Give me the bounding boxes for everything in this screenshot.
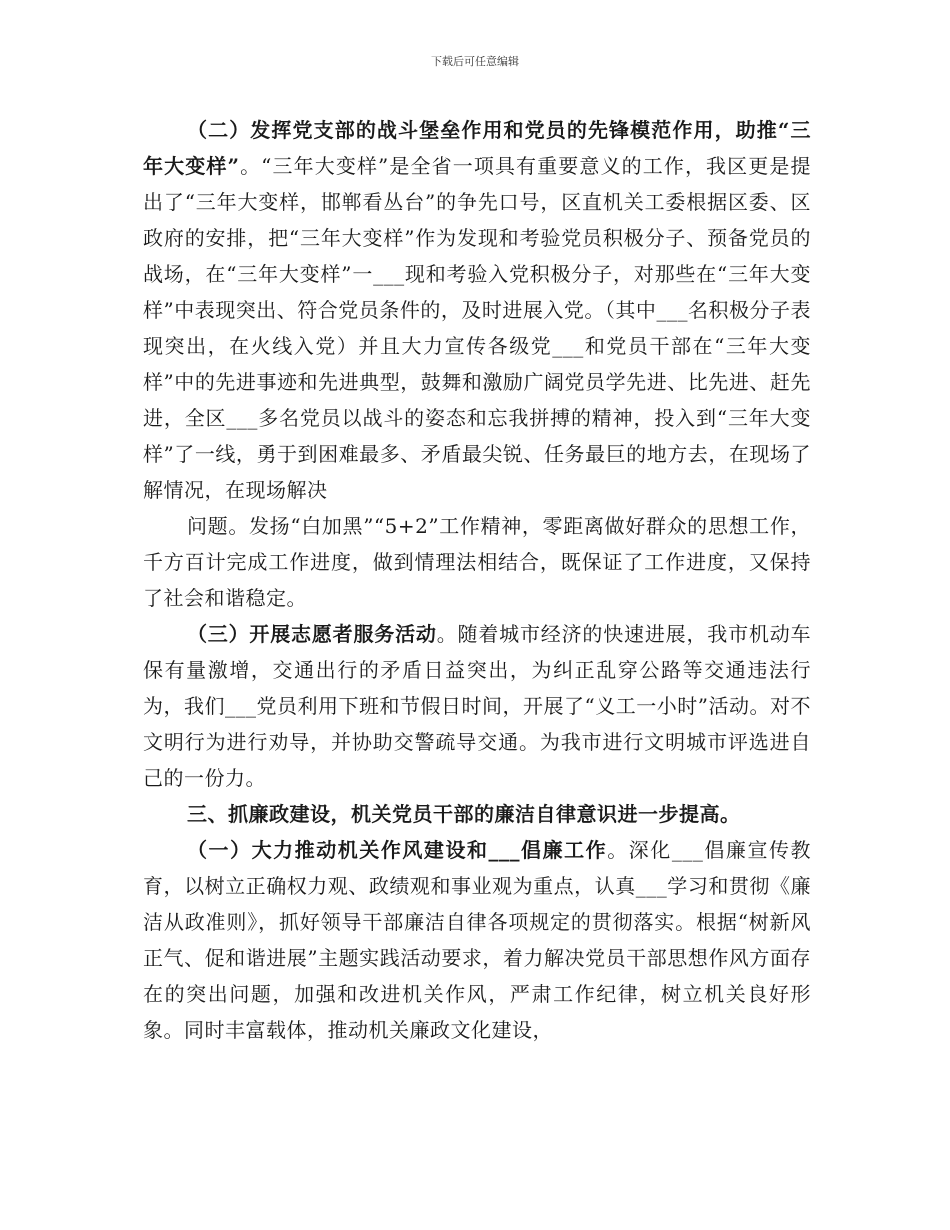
document-body: [143, 112, 811, 1048]
paragraph-continuation: [143, 508, 811, 616]
paragraph-text: 。随着城市经济的快速进展，我市机动车保有量激增，交通出行的矛盾日益突出，为纠正乱穿公路等交通违法行为，我们___党员利用下班和节假日时间，开展了“义工一小时”活动。对不文明行为进行劝导，并协助交警疏导交通。为我市进行文明城市评选进自己的一份力。: [143, 622, 812, 790]
section-heading-main-3: 三、抓廉政建设，机关党员干部的廉洁自律意识进一步提高。: [187, 802, 741, 826]
paragraph-text: 。“三年大变样”是全省一项具有重要意义的工作，我区更是提出了“三年大变样，邯郸看丛台”的争先口号，区直机关工委根据区委、区政府的安排，把“三年大变样”作为发现和考验党员积极分子、预备党员的战场，在“三年大变样”一___现和考验入党积极分子，对那些在“三年大变样”中表现突出、符合党员条件的，及时进展入党。（其中___名积极分子表现突出，在火线入党）并且大力宣传各级党___和党员干部在“三年大变样”中的先进事迹和先进典型，鼓舞和激励广阔党员学先进、比先进、赶先进，全区___多名党员以战斗的姿态和忘我拼搏的精神，投入到“三年大变样”了一线，勇于到困难最多、矛盾最尖锐、任务最巨的地方去，在现场了解情况，在现场解决: [143, 154, 811, 502]
section-heading-3: （三）开展志愿者服务活动: [187, 622, 437, 646]
paragraph-party-branch-role: [143, 112, 811, 508]
paragraph-text: 。深化___倡廉宣传教育，以树立正确权力观、政绩观和事业观为重点，认真___学习和贯彻《廉洁从政准则》，抓好领导干部廉洁自律各项规定的贯彻落实。根据“树新风正气、促和谐进展”主题实践活动要求，着力解决党员干部思想作风方面存在的突出问题，加强和改进机关作风，严肃工作纪律，树立机关良好形象。同时丰富载体，推动机关廉政文化建设，: [143, 838, 812, 1042]
section-heading-2: （二）发挥党支部的战斗堡垒作用和党员的先锋模范作用，助推“三年大变样”: [143, 118, 811, 178]
paragraph-text: 问题。发扬“白加黑”“5+2”工作精神，零距离做好群众的思想工作，千方百计完成工作进度，做到情理法相结合，既保证了工作进度，又保持了社会和谐稳定。: [143, 514, 811, 610]
paragraph-clean-governance-heading: [143, 796, 811, 832]
paragraph-volunteer-service: [143, 616, 811, 796]
paragraph-work-style: [143, 832, 811, 1048]
header-note: 下载后可任意编辑: [431, 55, 519, 68]
section-heading-1: （一）大力推动机关作风建设和___倡廉工作: [187, 838, 608, 862]
